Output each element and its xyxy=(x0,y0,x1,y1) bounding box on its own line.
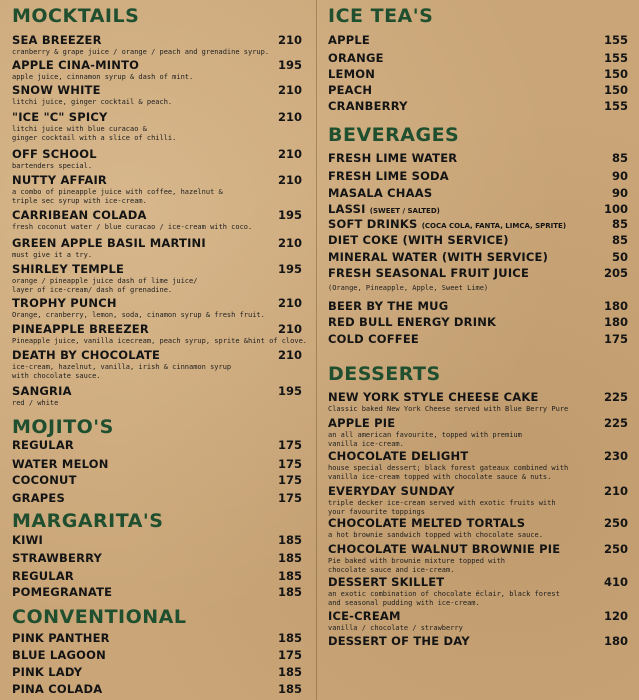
menu-item xyxy=(328,169,628,184)
item-price: 100 xyxy=(603,202,628,216)
item-price: 185 xyxy=(277,682,302,696)
item-price: 175 xyxy=(277,648,302,662)
item-desc: must give it a try. xyxy=(12,251,93,259)
menu-item xyxy=(328,33,628,48)
item-name: WATER MELON xyxy=(12,457,109,471)
item-price: 250 xyxy=(603,516,628,530)
menu-item xyxy=(328,233,628,248)
item-desc: a hot brownie sandwich topped with chocolate sauce. xyxy=(328,531,543,539)
menu-item xyxy=(328,449,628,482)
item-name: DEATH BY CHOCOLATE xyxy=(12,348,161,362)
menu-item xyxy=(328,217,628,234)
item-name: SNOW WHITE xyxy=(12,83,101,97)
item-desc: Pie baked with brownie mixture topped with xyxy=(328,557,506,565)
section-title-desserts: DESSERTS xyxy=(328,363,441,385)
section-title-ice-teas: ICE TEA'S xyxy=(328,5,434,27)
menu-item xyxy=(12,457,302,472)
item-name: CRANBERRY xyxy=(328,99,408,113)
item-desc: ice-cream, hazelnut, vanilla, irish & cinnamon syrup xyxy=(12,363,232,371)
menu-item xyxy=(12,58,302,82)
item-desc: Pineapple juice, vanilla icecream, peach syrup, sprite &hint of clove. xyxy=(12,337,308,345)
item-name: CHOCOLATE MELTED TORTALS xyxy=(328,516,526,530)
item-desc: chocolate sauce and ice-cream. xyxy=(328,566,455,574)
item-name: DESSERT OF THE DAY xyxy=(328,634,470,648)
item-name: EVERYDAY SUNDAY xyxy=(328,484,455,498)
item-name-text: LASSI xyxy=(328,202,366,216)
item-price: 225 xyxy=(603,416,628,430)
menu-item xyxy=(328,315,628,330)
item-name: GRAPES xyxy=(12,491,65,505)
menu-item xyxy=(328,484,628,517)
menu-item xyxy=(328,390,628,414)
menu-item xyxy=(12,262,302,295)
item-price: 410 xyxy=(603,575,628,589)
item-name: GREEN APPLE BASIL MARTINI xyxy=(12,236,206,250)
item-price: 210 xyxy=(277,110,302,124)
item-name: POMEGRANATE xyxy=(12,585,113,599)
menu-item xyxy=(12,473,302,488)
item-desc: vanilla / chocolate / strawberry xyxy=(328,624,463,632)
item-name: PINK LADY xyxy=(12,665,83,679)
item-desc: ginger cocktail with a slice of chilli. xyxy=(12,134,177,142)
item-price: 210 xyxy=(277,322,302,336)
item-price: 85 xyxy=(611,217,628,231)
section-title-mocktails: MOCKTAILS xyxy=(12,5,140,27)
item-price: 175 xyxy=(277,438,302,452)
menu-item xyxy=(328,99,628,114)
item-price: 225 xyxy=(603,390,628,404)
item-price: 175 xyxy=(603,332,628,346)
column-divider xyxy=(316,0,317,700)
item-name: APPLE PIE xyxy=(328,416,396,430)
section-title-beverages: BEVERAGES xyxy=(328,124,460,146)
item-name-text: SOFT DRINKS xyxy=(328,217,418,231)
item-desc: litchi juice with blue curacao & xyxy=(12,125,147,133)
item-desc: house special dessert; black forest gateaux combined with xyxy=(328,464,569,472)
item-desc: Orange, cranberry, lemon, soda, cinamon syrup & fresh fruit. xyxy=(12,311,265,319)
item-desc: orange / pineapple juice dash of lime juice/ xyxy=(12,277,198,285)
item-price: 175 xyxy=(277,491,302,505)
item-name: PINA COLADA xyxy=(12,682,103,696)
item-name: CHOCOLATE DELIGHT xyxy=(328,449,469,463)
item-price: 155 xyxy=(603,99,628,113)
item-name: PINK PANTHER xyxy=(12,631,110,645)
item-desc: fresh coconut water / blue curacao / ice-cream with coco. xyxy=(12,223,253,231)
menu-item xyxy=(12,551,302,566)
item-price: 230 xyxy=(603,449,628,463)
section-title-mojitos: MOJITO'S xyxy=(12,416,114,438)
item-name: PINEAPPLE BREEZER xyxy=(12,322,149,336)
item-price: 185 xyxy=(277,631,302,645)
menu-item xyxy=(12,348,302,381)
item-price: 210 xyxy=(277,296,302,310)
item-name: DIET COKE (WITH SERVICE) xyxy=(328,233,509,247)
item-price: 85 xyxy=(611,233,628,247)
item-name: RED BULL ENERGY DRINK xyxy=(328,315,497,329)
menu-item xyxy=(328,186,628,201)
item-name: KIWI xyxy=(12,533,43,547)
item-price: 175 xyxy=(277,457,302,471)
menu-item xyxy=(12,648,302,663)
item-name: FRESH LIME SODA xyxy=(328,169,449,183)
menu-item xyxy=(12,147,302,171)
item-name: ORANGE xyxy=(328,51,384,65)
menu-item xyxy=(328,151,628,166)
item-desc: apple juice, cinnamon syrup & dash of mint. xyxy=(12,73,194,81)
item-price: 210 xyxy=(277,173,302,187)
item-name: SEA BREEZER xyxy=(12,33,102,47)
item-name: LEMON xyxy=(328,67,376,81)
item-name: FRESH LIME WATER xyxy=(328,151,458,165)
item-name: REGULAR xyxy=(12,569,74,583)
item-price: 205 xyxy=(603,266,628,280)
item-price: 90 xyxy=(611,169,628,183)
item-price: 185 xyxy=(277,533,302,547)
item-name: ICE-CREAM xyxy=(328,609,401,623)
menu-item xyxy=(12,110,302,143)
item-price: 180 xyxy=(603,315,628,329)
menu-item xyxy=(12,533,302,548)
item-desc: bartenders special. xyxy=(12,162,93,170)
item-name: APPLE xyxy=(328,33,370,47)
item-price: 180 xyxy=(603,299,628,313)
menu-item xyxy=(12,384,302,408)
menu-item xyxy=(12,236,302,260)
item-price: 175 xyxy=(277,473,302,487)
item-name: MASALA CHAAS xyxy=(328,186,433,200)
menu-item xyxy=(12,322,308,346)
item-name: PEACH xyxy=(328,83,373,97)
item-price: 180 xyxy=(603,634,628,648)
item-note: (COCA COLA, FANTA, LIMCA, SPRITE) xyxy=(421,222,567,230)
menu-item xyxy=(328,332,628,347)
item-price: 210 xyxy=(277,33,302,47)
item-name: BLUE LAGOON xyxy=(12,648,106,662)
item-price: 155 xyxy=(603,51,628,65)
item-desc: layer of ice-cream/ dash of grenadine. xyxy=(12,286,173,294)
item-price: 120 xyxy=(603,609,628,623)
item-desc: triple sec syrup with ice-cream. xyxy=(12,197,147,205)
item-price: 185 xyxy=(277,551,302,565)
item-name: MINERAL WATER (WITH SERVICE) xyxy=(328,250,549,264)
item-name: OFF SCHOOL xyxy=(12,147,97,161)
item-price: 195 xyxy=(277,384,302,398)
menu-item xyxy=(328,575,628,608)
item-price: 195 xyxy=(277,208,302,222)
item-price: 185 xyxy=(277,585,302,599)
menu-item xyxy=(12,585,302,600)
menu-item xyxy=(328,609,628,633)
menu-item xyxy=(12,438,302,453)
menu-item xyxy=(12,173,302,206)
menu-item xyxy=(328,299,628,314)
item-price: 155 xyxy=(603,33,628,47)
item-price: 50 xyxy=(611,250,628,264)
item-name: CARRIBEAN COLADA xyxy=(12,208,147,222)
item-name: "ICE "C" SPICY xyxy=(12,110,108,124)
item-name: FRESH SEASONAL FRUIT JUICE xyxy=(328,266,529,280)
item-desc: an all american favourite, topped with premium xyxy=(328,431,522,439)
menu-item xyxy=(12,665,302,680)
item-desc: and seasonal pudding with ice-cream. xyxy=(328,599,480,607)
menu-item xyxy=(12,83,302,107)
item-desc: your favourite toppings xyxy=(328,508,425,516)
item-name: SANGRIA xyxy=(12,384,72,398)
item-price: 90 xyxy=(611,186,628,200)
item-price: 210 xyxy=(277,83,302,97)
item-desc: litchi juice, ginger cocktail & peach. xyxy=(12,98,173,106)
item-desc: vanilla ice-cream topped with chocolate sauce & nuts. xyxy=(328,473,552,481)
item-name: CHOCOLATE WALNUT BROWNIE PIE xyxy=(328,542,561,556)
item-desc: cranberry & grape juice / orange / peach and grenadine syrup. xyxy=(12,48,270,56)
menu-item xyxy=(12,682,302,697)
menu-item xyxy=(328,51,628,66)
item-price: 85 xyxy=(611,151,628,165)
menu-item xyxy=(328,250,628,265)
item-name: COLD COFFEE xyxy=(328,332,419,346)
item-desc: an exotic combination of chocolate éclair, black forest xyxy=(328,590,560,598)
menu-item xyxy=(12,296,302,320)
item-price: 250 xyxy=(603,542,628,556)
item-name: STRAWBERRY xyxy=(12,551,103,565)
item-price: 185 xyxy=(277,665,302,679)
item-desc: vanilla ice-cream. xyxy=(328,440,404,448)
item-price: 185 xyxy=(277,569,302,583)
menu-item xyxy=(328,266,628,293)
item-desc: Classic baked New York Cheese served with Blue Berry Pure xyxy=(328,405,569,413)
item-name: SHIRLEY TEMPLE xyxy=(12,262,125,276)
menu-item xyxy=(328,542,628,575)
item-desc: red / white xyxy=(12,399,59,407)
item-name: TROPHY PUNCH xyxy=(12,296,117,310)
item-price: 210 xyxy=(277,348,302,362)
item-price: 195 xyxy=(277,262,302,276)
item-price: 210 xyxy=(277,147,302,161)
menu-item xyxy=(328,83,628,98)
item-price: 210 xyxy=(603,484,628,498)
item-name: DESSERT SKILLET xyxy=(328,575,445,589)
menu-item xyxy=(328,67,628,82)
item-name: REGULAR xyxy=(12,438,74,452)
item-desc: (Orange, Pineapple, Apple, Sweet Lime) xyxy=(328,284,489,292)
menu-item xyxy=(12,631,302,646)
item-desc: triple decker ice-cream served with exotic fruits with xyxy=(328,499,556,507)
menu-item xyxy=(328,516,628,540)
menu-item xyxy=(12,569,302,584)
menu-item xyxy=(12,208,302,232)
item-name: COCONUT xyxy=(12,473,77,487)
item-note: (SWEET / SALTED) xyxy=(369,207,440,215)
section-title-margaritas: MARGARITA'S xyxy=(12,510,164,532)
item-price: 210 xyxy=(277,236,302,250)
item-name: APPLE CINA-MINTO xyxy=(12,58,140,72)
item-desc: with chocolate sauce. xyxy=(12,372,101,380)
menu-item xyxy=(12,491,302,506)
item-price: 150 xyxy=(603,67,628,81)
item-desc: a combo of pineapple juice with coffee, hazelnut & xyxy=(12,188,223,196)
item-price: 195 xyxy=(277,58,302,72)
menu-item xyxy=(328,634,628,649)
menu-item xyxy=(12,33,302,57)
item-name: NEW YORK STYLE CHEESE CAKE xyxy=(328,390,539,404)
item-name: NUTTY AFFAIR xyxy=(12,173,107,187)
section-title-conventional: CONVENTIONAL xyxy=(12,606,187,628)
item-name xyxy=(328,217,566,234)
item-name: BEER BY THE MUG xyxy=(328,299,449,313)
menu-item xyxy=(328,416,628,449)
item-price: 150 xyxy=(603,83,628,97)
